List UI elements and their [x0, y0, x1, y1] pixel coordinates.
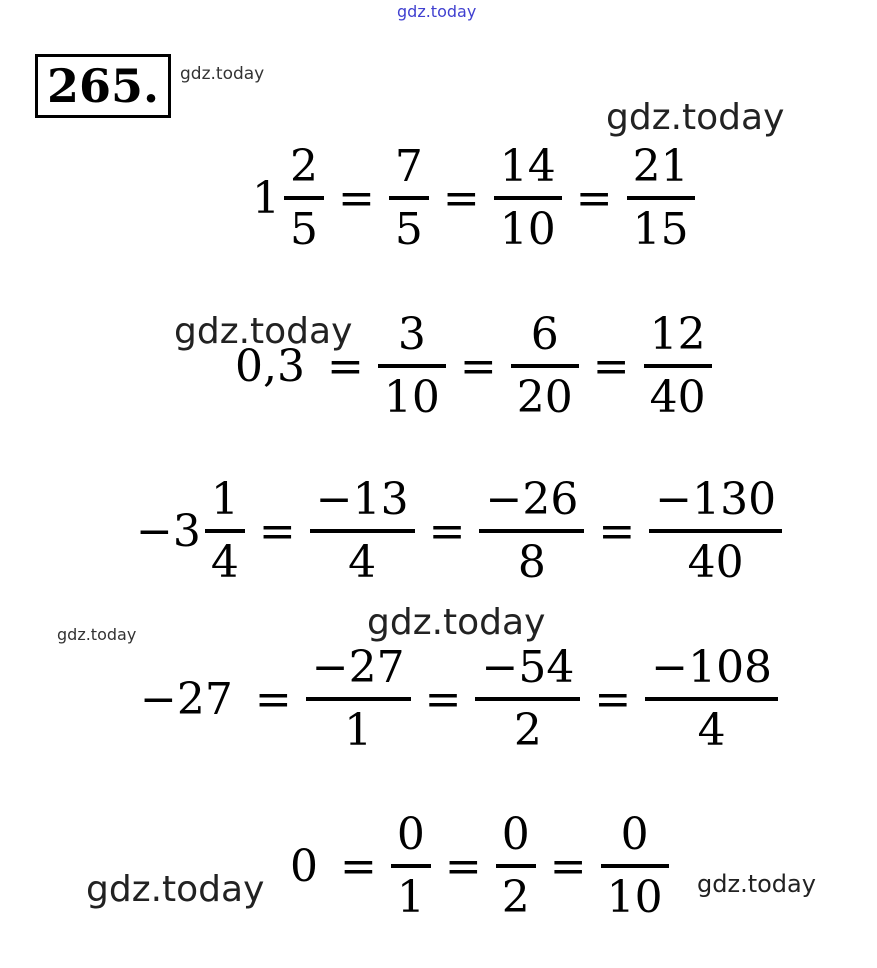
fraction-bar — [389, 196, 429, 200]
equation-row-2 — [235, 310, 712, 423]
fraction — [310, 475, 415, 588]
fraction-bar — [649, 529, 782, 533]
numerator: −26 — [485, 474, 579, 525]
denominator: 8 — [517, 536, 546, 588]
denominator: 4 — [210, 536, 239, 588]
mixed-number — [252, 142, 324, 255]
equals-sign: = — [442, 173, 480, 225]
numerator: 2 — [290, 141, 318, 192]
equation-row-5 — [290, 810, 669, 923]
watermark: gdz.today — [86, 869, 265, 910]
equals-sign: = — [338, 173, 375, 225]
numerator: −54 — [481, 642, 575, 693]
fraction-bar — [475, 697, 580, 701]
numerator: 0 — [396, 809, 425, 860]
watermark: gdz.today — [180, 64, 265, 84]
fraction-bar — [511, 364, 579, 368]
equals-sign: = — [258, 506, 296, 558]
exercise-number: 265. — [35, 54, 171, 118]
fraction — [644, 310, 712, 423]
whole-part: −3 — [136, 506, 201, 558]
watermark: gdz.today — [697, 870, 816, 898]
equals-sign: = — [340, 841, 377, 893]
numerator: 0 — [501, 809, 530, 860]
numerator: −27 — [311, 642, 405, 693]
fraction-bar — [479, 529, 584, 533]
equals-sign: = — [549, 841, 587, 893]
numerator: 3 — [397, 309, 426, 360]
numerator: 1 — [210, 474, 239, 525]
fraction-bar — [645, 697, 778, 701]
equals-sign: = — [459, 341, 497, 393]
fraction — [601, 810, 669, 923]
denominator: 2 — [501, 871, 530, 923]
denominator: 1 — [344, 704, 373, 756]
equals-sign: = — [428, 506, 466, 558]
denominator: 10 — [606, 871, 663, 923]
fraction — [645, 643, 778, 756]
equals-sign: = — [592, 341, 630, 393]
equals-sign: = — [594, 674, 632, 726]
fraction-bar — [496, 864, 536, 868]
denominator: 5 — [394, 203, 423, 255]
fraction — [494, 142, 562, 255]
fraction — [496, 810, 536, 923]
watermark: gdz.today — [367, 602, 546, 643]
equation-row-4 — [140, 643, 778, 756]
fraction-bar — [205, 529, 245, 533]
fraction — [475, 643, 580, 756]
denominator: 10 — [499, 203, 556, 255]
numerator: 14 — [499, 141, 556, 192]
equals-sign: = — [326, 341, 364, 393]
fraction — [205, 475, 245, 588]
denominator: 5 — [290, 203, 318, 255]
denominator: 40 — [649, 371, 706, 423]
numerator: 21 — [632, 141, 689, 192]
denominator: 1 — [396, 871, 425, 923]
decimal-value: 0,3 — [235, 341, 305, 393]
fraction — [378, 310, 446, 423]
fraction — [649, 475, 782, 588]
equals-sign: = — [254, 674, 292, 726]
integer-value: 0 — [290, 841, 318, 893]
fraction-bar — [494, 196, 562, 200]
fraction-bar — [310, 529, 415, 533]
fraction — [627, 142, 695, 255]
equation-row-1 — [252, 142, 695, 255]
fraction-bar — [306, 697, 411, 701]
numerator: −13 — [315, 474, 409, 525]
fraction — [511, 310, 579, 423]
numerator: 0 — [620, 809, 649, 860]
fraction-bar — [284, 196, 324, 200]
numerator: −108 — [651, 642, 773, 693]
equals-sign: = — [424, 674, 462, 726]
watermark: gdz.today — [606, 97, 785, 138]
denominator: 4 — [348, 536, 377, 588]
denominator: 15 — [632, 203, 689, 255]
equals-sign: = — [575, 173, 613, 225]
mixed-number — [136, 475, 245, 588]
denominator: 4 — [697, 704, 726, 756]
fraction — [389, 142, 429, 255]
denominator: 2 — [513, 704, 542, 756]
fraction — [479, 475, 584, 588]
fraction-bar — [601, 864, 669, 868]
watermark-top: gdz.today — [397, 2, 477, 21]
equals-sign: = — [444, 841, 482, 893]
numerator: 7 — [394, 141, 423, 192]
denominator: 40 — [687, 536, 744, 588]
watermark: gdz.today — [174, 311, 353, 352]
fraction-bar — [391, 864, 431, 868]
watermark: gdz.today — [57, 625, 137, 644]
integer-value: −27 — [140, 674, 233, 726]
denominator: 10 — [383, 371, 440, 423]
fraction — [284, 142, 324, 255]
fraction-bar — [627, 196, 695, 200]
whole-part: 1 — [252, 173, 280, 225]
fraction — [391, 810, 431, 923]
denominator: 20 — [516, 371, 573, 423]
equation-row-3 — [136, 475, 782, 588]
numerator: −130 — [655, 474, 777, 525]
numerator: 12 — [649, 309, 706, 360]
fraction — [306, 643, 411, 756]
fraction-bar — [378, 364, 446, 368]
fraction-bar — [644, 364, 712, 368]
numerator: 6 — [530, 309, 559, 360]
equals-sign: = — [598, 506, 636, 558]
